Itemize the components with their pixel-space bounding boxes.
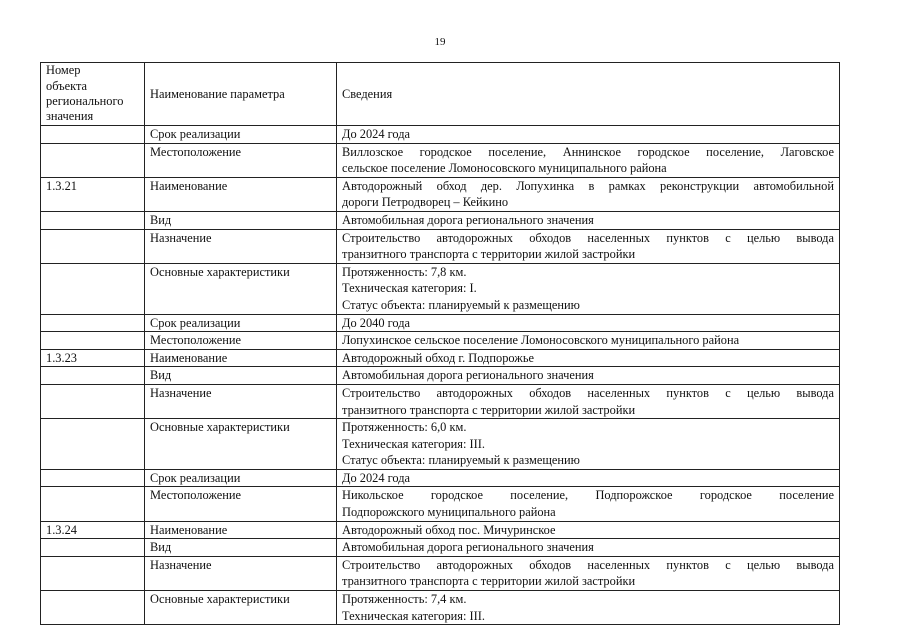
information-line: Автодорожный обход пос. Мичуринское [342, 522, 556, 537]
parameter-name-cell: Назначение [145, 229, 337, 263]
object-number-cell [41, 143, 145, 177]
information-cell [337, 384, 840, 418]
object-number-cell [41, 539, 145, 557]
object-number-cell: 1.3.24 [41, 521, 145, 539]
information-line: Статус объекта: планируемый к размещению [342, 297, 580, 312]
information-line: Статус объекта: планируемый к размещению [342, 453, 580, 468]
information-cell [337, 263, 840, 314]
parameter-name-cell: Наименование [145, 521, 337, 539]
information-line: Автомобильная дорога регионального значения [342, 368, 594, 383]
table-row [41, 487, 840, 521]
table-row [41, 469, 840, 487]
parameter-name-cell: Срок реализации [145, 314, 337, 332]
information-line: сельское поселение Ломоносовского муниципального района [342, 161, 667, 176]
information-cell [337, 367, 840, 385]
information-cell [337, 126, 840, 144]
object-number-cell [41, 384, 145, 418]
table-row [41, 591, 840, 625]
object-number-cell: 1.3.21 [41, 177, 145, 211]
information-cell [337, 556, 840, 590]
information-cell [337, 539, 840, 557]
information-line: Автомобильная дорога регионального значения [342, 212, 594, 227]
information-line: Техническая категория: III. [342, 608, 485, 623]
table-row [41, 332, 840, 350]
header-object-number-line: значения [46, 109, 94, 124]
object-number-cell [41, 591, 145, 625]
information-cell [337, 211, 840, 229]
information-line: Техническая категория: III. [342, 436, 485, 451]
object-number-cell [41, 419, 145, 470]
table-header-row [41, 63, 840, 126]
information-line: Протяженность: 7,8 км. [342, 264, 467, 279]
information-cell [337, 143, 840, 177]
information-line: Техническая категория: I. [342, 281, 477, 296]
table-row [41, 384, 840, 418]
information-line: До 2040 года [342, 315, 411, 330]
parameter-name-cell: Вид [145, 539, 337, 557]
parameter-name-cell: Местоположение [145, 332, 337, 350]
information-cell [337, 487, 840, 521]
information-line: Автодорожный обход дер. Лопухинка в рамках реконструкции автомобильной [342, 178, 834, 193]
header-object-number-line: объекта [46, 78, 88, 93]
table-row [41, 126, 840, 144]
parameter-name-cell: Основные характеристики [145, 263, 337, 314]
table-row [41, 521, 840, 539]
table-row [41, 367, 840, 385]
parameter-name-cell: Наименование [145, 349, 337, 367]
information-cell [337, 469, 840, 487]
information-line: дороги Петродворец – Кейкино [342, 195, 509, 210]
parameter-name-cell: Основные характеристики [145, 591, 337, 625]
table-body [41, 126, 840, 625]
table-row [41, 143, 840, 177]
object-number-cell [41, 332, 145, 350]
information-line: Строительство автодорожных обходов населенных пунктов с целью вывода [342, 557, 834, 572]
object-number-cell: 1.3.23 [41, 349, 145, 367]
table-row [41, 539, 840, 557]
information-line: Протяженность: 7,4 км. [342, 592, 467, 607]
information-line: До 2024 года [342, 127, 411, 141]
information-line: Виллозское городское поселение, Аннинское городское поселение, Лаговское [342, 144, 834, 159]
parameter-name-cell: Вид [145, 367, 337, 385]
information-line: До 2024 года [342, 470, 411, 485]
object-number-cell [41, 367, 145, 385]
table-row [41, 314, 840, 332]
parameter-name-cell: Вид [145, 211, 337, 229]
information-cell [337, 332, 840, 350]
information-line: Лопухинское сельское поселение Ломоносовского муниципального района [342, 333, 740, 348]
information-cell [337, 177, 840, 211]
information-line: транзитного транспорта с территории жилой застройки [342, 247, 636, 262]
object-number-cell [41, 314, 145, 332]
information-cell [337, 349, 840, 367]
information-line: Автомобильная дорога регионального значения [342, 540, 594, 555]
information-line: Никольское городское поселение, Подпорожское городское поселение [342, 488, 834, 503]
information-line: Строительство автодорожных обходов населенных пунктов с целью вывода [342, 230, 834, 245]
parameter-name-cell: Срок реализации [145, 469, 337, 487]
table-row [41, 177, 840, 211]
table-row [41, 229, 840, 263]
information-cell [337, 591, 840, 625]
header-object-number-line: регионального [46, 94, 124, 108]
page-number: 19 [434, 36, 446, 48]
information-cell [337, 229, 840, 263]
parameter-name-cell: Основные характеристики [145, 419, 337, 470]
table-row [41, 419, 840, 470]
object-number-cell [41, 229, 145, 263]
information-line: транзитного транспорта с территории жилой застройки [342, 402, 636, 417]
object-number-cell [41, 556, 145, 590]
object-number-cell [41, 487, 145, 521]
information-cell [337, 314, 840, 332]
information-line: Подпорожского муниципального района [342, 505, 556, 520]
parameter-name-cell: Наименование [145, 177, 337, 211]
object-number-cell [41, 469, 145, 487]
parameters-table [40, 62, 840, 625]
table-row [41, 349, 840, 367]
table-row [41, 211, 840, 229]
information-line: Протяженность: 6,0 км. [342, 420, 467, 435]
parameter-name-cell: Назначение [145, 556, 337, 590]
header-parameter-name: Наименование параметра [145, 63, 337, 126]
header-object-number-line: Номер [46, 63, 81, 78]
information-cell [337, 521, 840, 539]
header-object-number [41, 63, 145, 126]
object-number-cell [41, 263, 145, 314]
table-row [41, 263, 840, 314]
parameter-name-cell: Срок реализации [145, 126, 337, 144]
parameter-name-cell: Назначение [145, 384, 337, 418]
parameter-name-cell: Местоположение [145, 487, 337, 521]
information-line: Автодорожный обход г. Подпорожье [342, 350, 534, 365]
object-number-cell [41, 126, 145, 144]
object-number-cell [41, 211, 145, 229]
information-cell [337, 419, 840, 470]
header-information: Сведения [337, 63, 840, 126]
parameter-name-cell: Местоположение [145, 143, 337, 177]
information-line: Строительство автодорожных обходов населенных пунктов с целью вывода [342, 385, 834, 400]
table-row [41, 556, 840, 590]
information-line: транзитного транспорта с территории жилой застройки [342, 574, 636, 589]
